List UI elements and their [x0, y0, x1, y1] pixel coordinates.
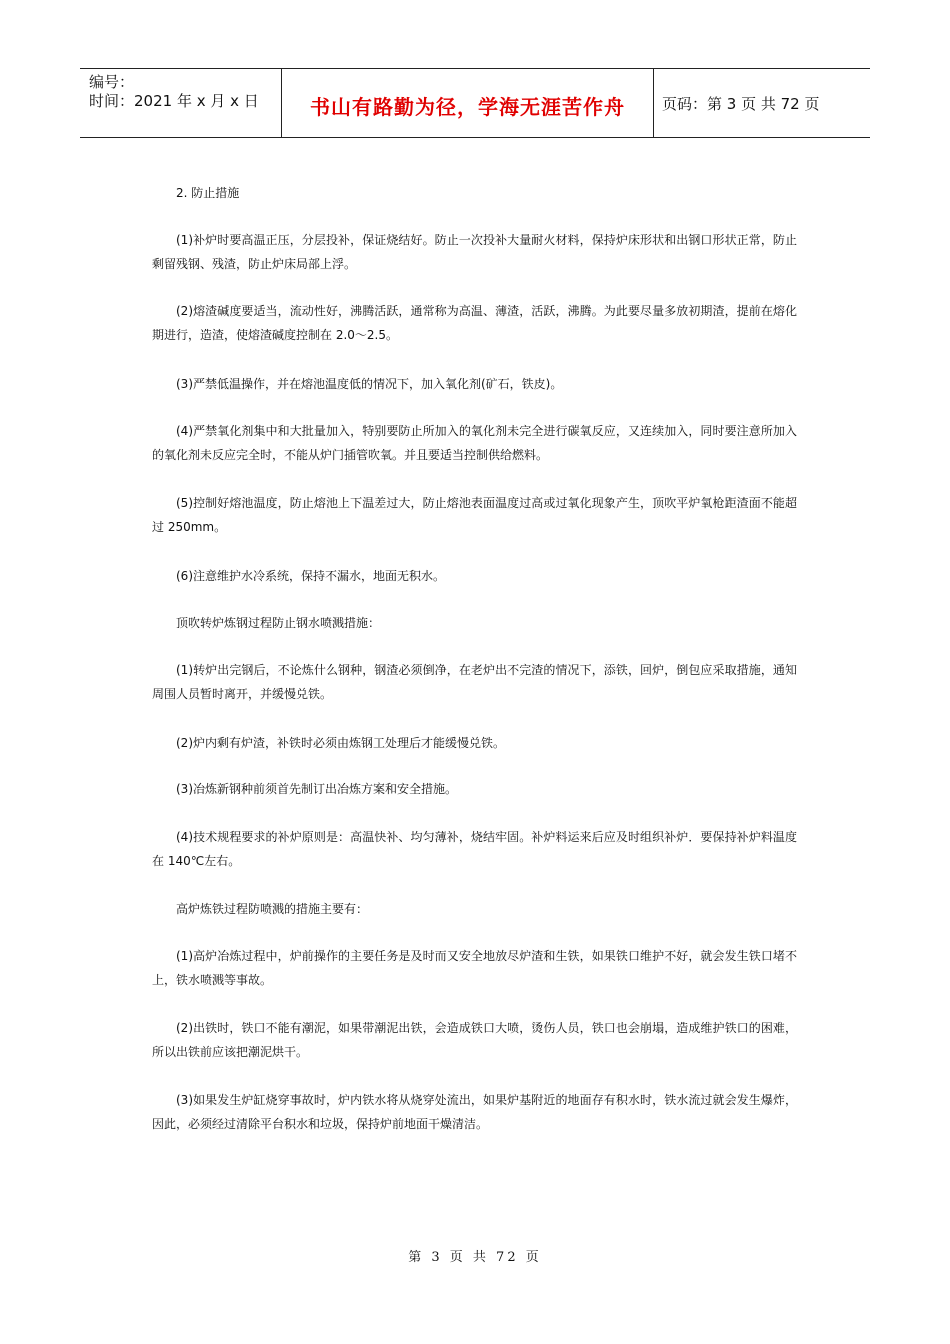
section-heading: 高炉炼铁过程防喷溅的措施主要有： [176, 902, 369, 916]
header-motto: 书山有路勤为径，学海无涯苦作舟 [310, 95, 625, 119]
body-paragraph: (5)控制好熔池温度，防止熔池上下温差过大，防止熔池表面温度过高或过氧化现象产生，顶吹平炉氧枪距渣面不能超过 250mm。 [152, 496, 797, 534]
header-page-cell [654, 69, 870, 137]
section-heading: 顶吹转炉炼钢过程防止钢水喷溅措施： [176, 616, 381, 630]
body-paragraph: (1)高炉冶炼过程中，炉前操作的主要任务是及时而又安全地放尽炉渣和生铁，如果铁口维护不好，就会发生铁口堵不上，铁水喷溅等事故。 [152, 949, 797, 987]
page-header [80, 68, 870, 138]
body-paragraph: (4)技术规程要求的补炉原则是：高温快补、均匀薄补，烧结牢固。补炉料运来后应及时组织补炉．要保持补炉料温度在 140℃左右。 [152, 830, 797, 868]
body-paragraph: (3)冶炼新钢种前须首先制订出冶炼方案和安全措施。 [176, 782, 458, 796]
document-date-label: 时间：2021 年 x 月 x 日 [89, 92, 259, 110]
header-info-cell [80, 69, 282, 137]
body-paragraph: (3)如果发生炉缸烧穿事故时，炉内铁水将从烧穿处流出，如果炉基附近的地面存有积水时，铁水流过就会发生爆炸，因此，必须经过清除平台积水和垃圾，保持炉前地面干燥清洁。 [152, 1093, 797, 1131]
body-paragraph: (1)转炉出完钢后，不论炼什么钢种，钢渣必须倒净，在老炉出不完渣的情况下，添铁，回炉，倒包应采取措施，通知周围人员暂时离开，并缓慢兑铁。 [152, 663, 797, 701]
document-number-label: 编号： [89, 73, 135, 91]
body-paragraph: (1)补炉时要高温正压，分层投补，保证烧结好。防止一次投补大量耐火材料，保持炉床形状和出钢口形状正常，防止剩留残钢、残渣，防止炉床局部上浮。 [152, 233, 797, 271]
body-paragraph: (2)熔渣碱度要适当，流动性好，沸腾活跃，通常称为高温、薄渣，活跃，沸腾。为此要尽量多放初期渣，提前在熔化期进行，造渣，使熔渣碱度控制在 2.0～2.5。 [152, 304, 797, 342]
body-paragraph: (3)严禁低温操作，并在熔池温度低的情况下，加入氧化剂(矿石，铁皮)。 [176, 377, 563, 391]
body-paragraph: (6)注意维护水冷系统，保持不漏水，地面无积水。 [176, 569, 445, 583]
body-paragraph: (4)严禁氧化剂集中和大批量加入，特别要防止所加入的氧化剂未完全进行碳氧反应，又连续加入，同时要注意所加入的氧化剂未反应完全时，不能从炉门插管吹氧。并且要适当控制供给燃料。 [152, 424, 797, 462]
header-page-info: 页码：第 3 页 共 72 页 [662, 95, 820, 113]
body-paragraph: (2)炉内剩有炉渣，补铁时必须由炼钢工处理后才能缓慢兑铁。 [176, 736, 506, 750]
section-heading: 2. 防止措施 [176, 186, 240, 200]
header-motto-cell [282, 69, 654, 137]
page-footer: 第 3 页 共 72 页 [408, 1250, 542, 1265]
body-paragraph: (2)出铁时，铁口不能有潮泥，如果带潮泥出铁，会造成铁口大喷，烫伤人员，铁口也会崩塌，造成维护铁口的困难，所以出铁前应该把潮泥烘干。 [152, 1021, 797, 1059]
